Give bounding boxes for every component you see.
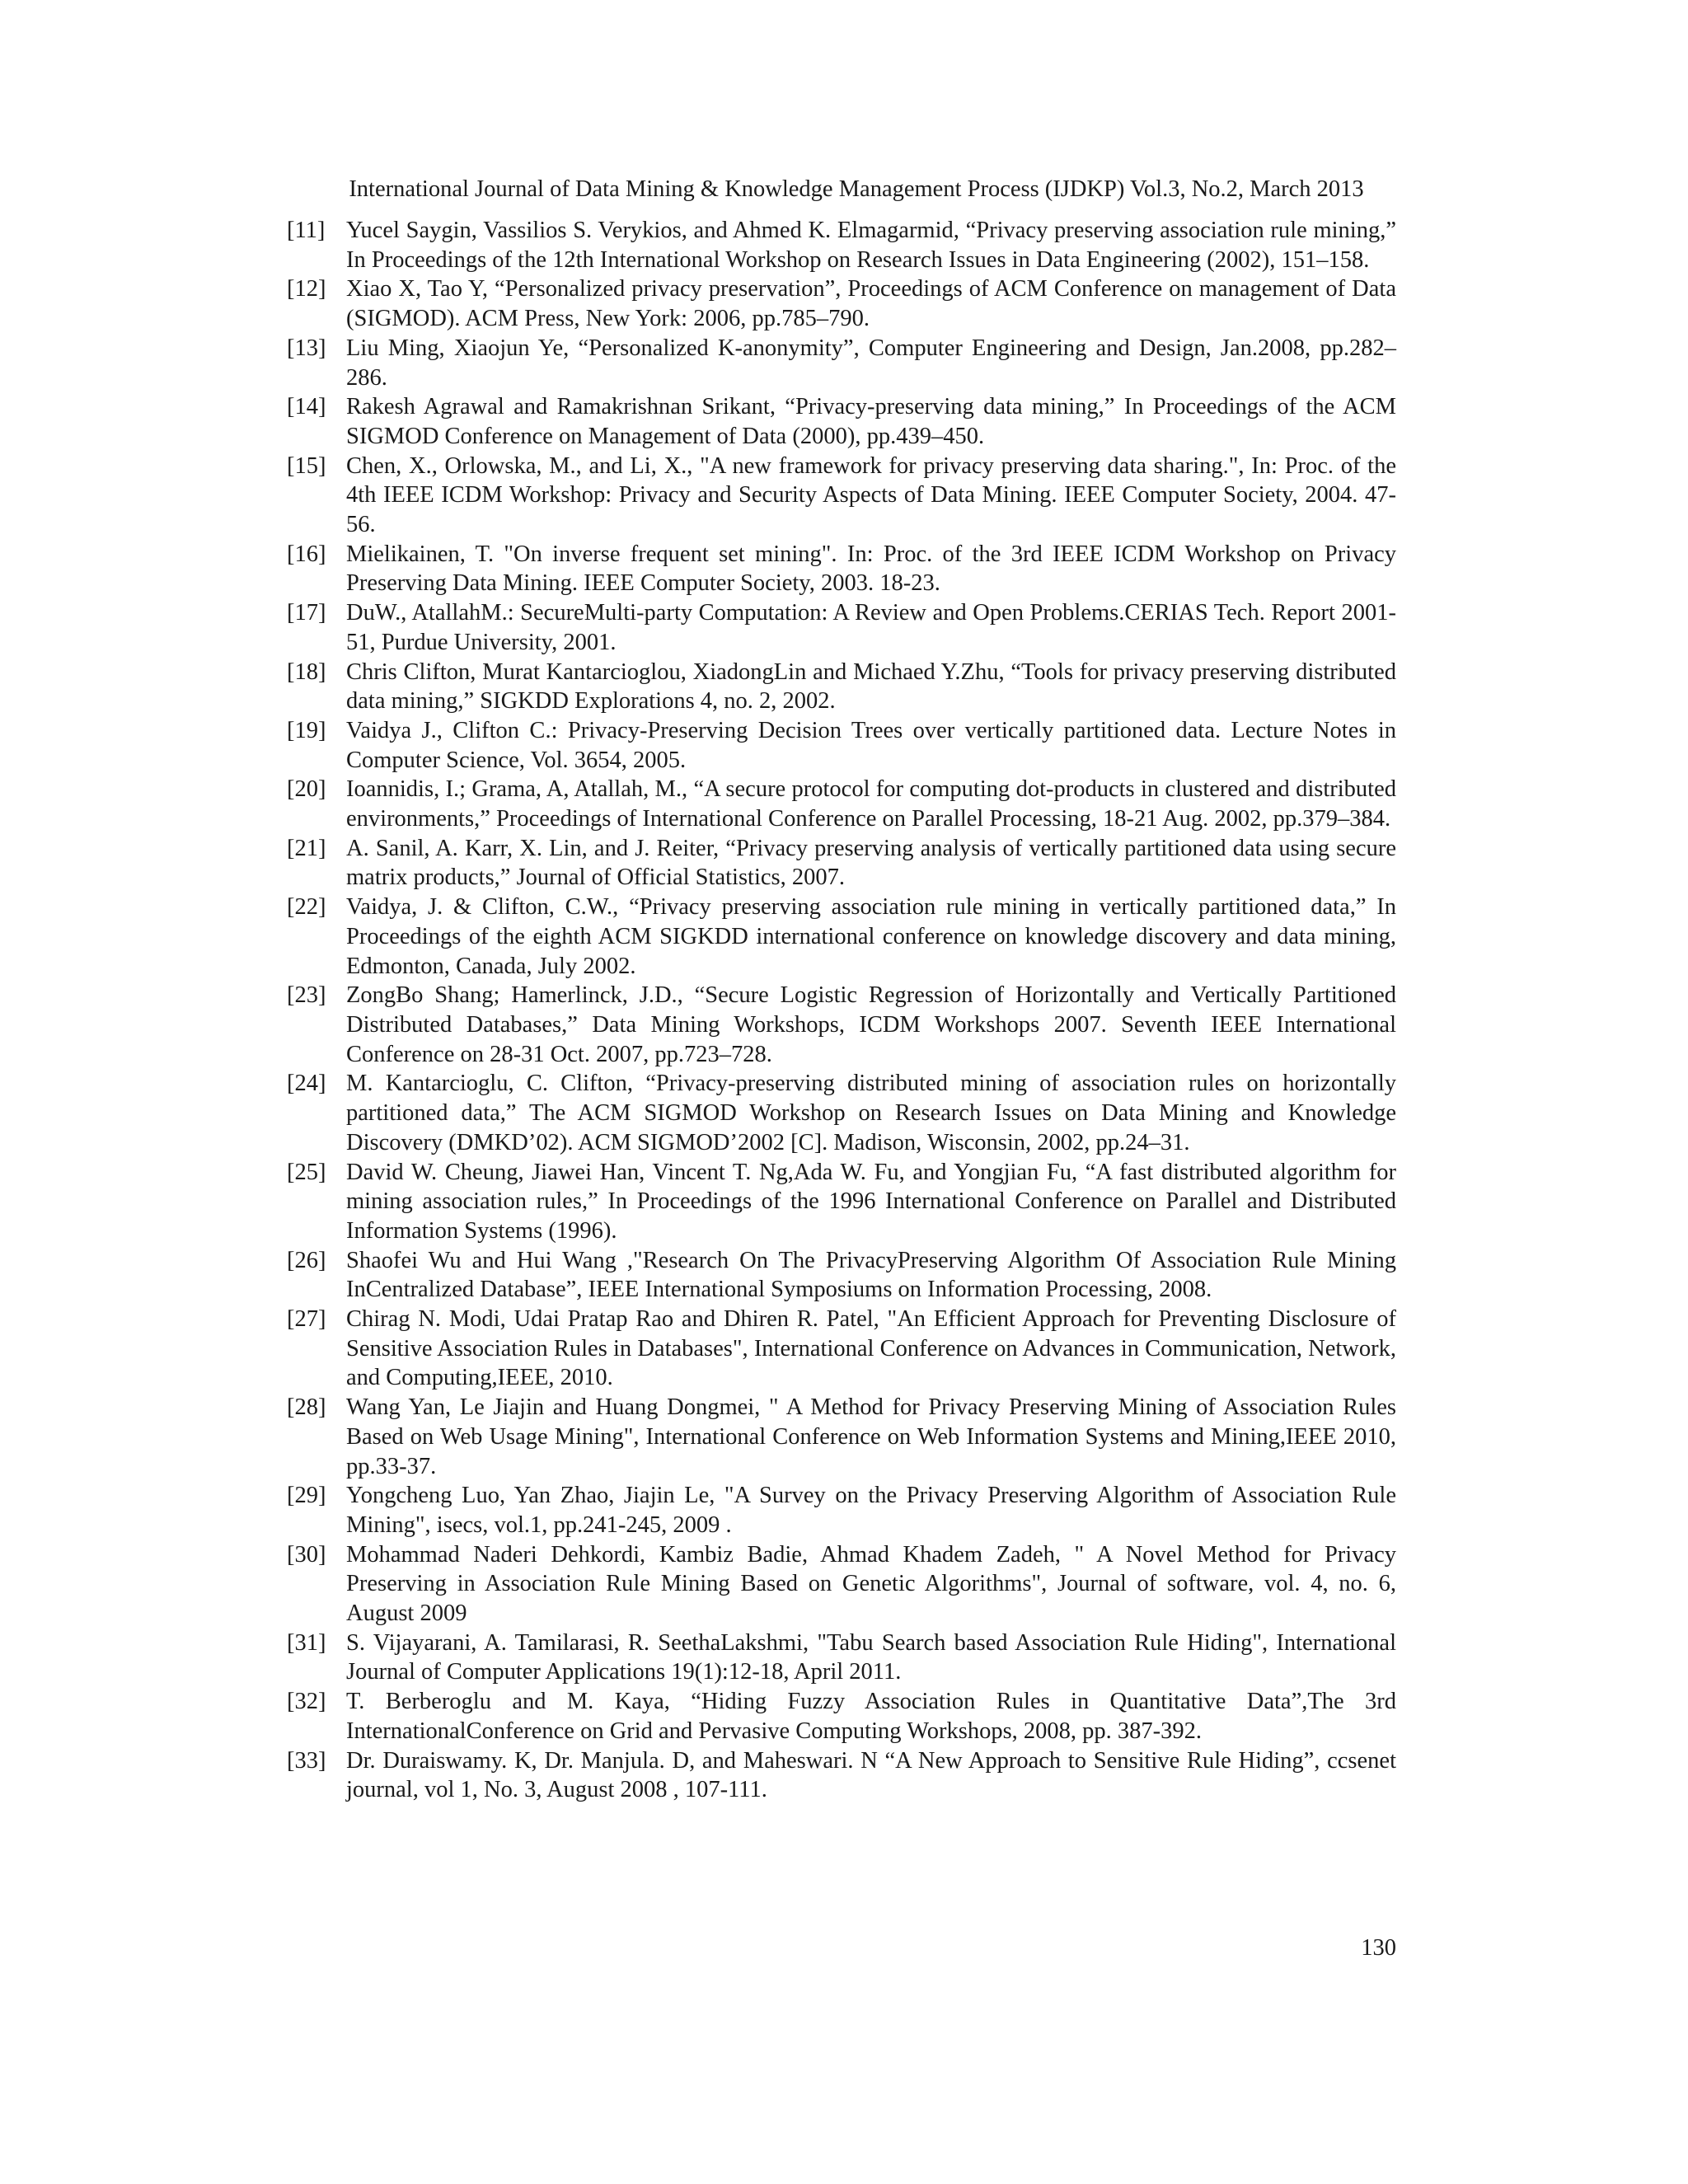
reference-item xyxy=(287,1305,1396,1393)
reference-item xyxy=(287,981,1396,1069)
reference-item xyxy=(287,274,1396,333)
reference-text: Vaidya, J. & Clifton, C.W., “Privacy preserving association rule mining in vertically partitioned data,” In Proceedings of the eighth ACM SIGKDD international conference on knowledge discovery and data mining, Edmonton, Canada, July 2002. xyxy=(346,894,1396,979)
reference-number: [20] xyxy=(287,776,326,803)
running-header: International Journal of Data Mining & Knowledge Management Process (IJDKP) Vol.3, No.2, March 2013 xyxy=(349,176,1364,202)
reference-number: [14] xyxy=(287,394,326,420)
reference-item xyxy=(287,1069,1396,1157)
reference-text: Chen, X., Orlowska, M., and Li, X., "A new framework for privacy preserving data sharing.", In: Proc. of the 4th IEEE ICDM Workshop: Privacy and Security Aspects of Data Mining. IEEE Computer Society, 2004. 47-56. xyxy=(346,452,1396,538)
reference-item xyxy=(287,216,1396,274)
reference-number: [17] xyxy=(287,600,326,626)
reference-item xyxy=(287,834,1396,893)
reference-item xyxy=(287,334,1396,392)
reference-text: Dr. Duraiswamy. K, Dr. Manjula. D, and Maheswari. N “A New Approach to Sensitive Rule Hiding”, ccsenet journal, vol 1, No. 3, August 2008 , 107-111. xyxy=(346,1747,1396,1803)
reference-item xyxy=(287,392,1396,451)
reference-text: Mielikainen, T. "On inverse frequent set mining". In: Proc. of the 3rd IEEE ICDM Workshop on Privacy Preserving Data Mining. IEEE Computer Society, 2003. 18-23. xyxy=(346,541,1396,597)
reference-text: A. Sanil, A. Karr, X. Lin, and J. Reiter, “Privacy preserving analysis of vertically partitioned data using secure matrix products,” Journal of Official Statistics, 2007. xyxy=(346,835,1396,891)
reference-item xyxy=(287,658,1396,716)
reference-item xyxy=(287,1481,1396,1540)
reference-number: [19] xyxy=(287,717,326,743)
reference-text: DuW., AtallahM.: SecureMulti-party Computation: A Review and Open Problems.CERIAS Tech. Report 2001-51, Purdue University, 2001. xyxy=(346,600,1396,655)
reference-number: [32] xyxy=(287,1689,326,1715)
reference-number: [23] xyxy=(287,982,326,1009)
reference-text: Xiao X, Tao Y, “Personalized privacy preservation”, Proceedings of ACM Conference on management of Data (SIGMOD). ACM Press, New York: 2006, pp.785–790. xyxy=(346,276,1396,332)
reference-text: M. Kantarcioglu, C. Clifton, “Privacy-preserving distributed mining of association rules on horizontally partitioned data,” The ACM SIGMOD Workshop on Research Issues on Data Mining and Knowledge Discovery (DMKD’02). ACM SIGMOD’2002 [C]. Madison, Wisconsin, 2002, pp.24–31. xyxy=(346,1071,1396,1155)
reference-item xyxy=(287,775,1396,833)
reference-text: David W. Cheung, Jiawei Han, Vincent T. Ng,Ada W. Fu, and Yongjian Fu, “A fast distributed algorithm for mining association rules,” In Proceedings of the 1996 International Conference on Parallel and Distributed Information Systems (1996). xyxy=(346,1159,1396,1244)
reference-item xyxy=(287,1246,1396,1305)
reference-text: Vaidya J., Clifton C.: Privacy-Preserving Decision Trees over vertically partitioned data. Lecture Notes in Computer Science, Vol. 3654, 2005. xyxy=(346,717,1396,773)
reference-text: Yongcheng Luo, Yan Zhao, Jiajin Le, "A Survey on the Privacy Preserving Algorithm of Association Rule Mining", isecs, vol.1, pp.241-245, 2009 . xyxy=(346,1483,1396,1538)
reference-number: [31] xyxy=(287,1629,326,1656)
reference-number: [22] xyxy=(287,894,326,921)
reference-item xyxy=(287,598,1396,657)
reference-item xyxy=(287,1158,1396,1246)
reference-text: ZongBo Shang; Hamerlinck, J.D., “Secure Logistic Regression of Horizontally and Vertically Partitioned Distributed Databases,” Data Mining Workshops, ICDM Workshops 2007. Seventh IEEE International Conference on 28-31 Oct. 2007, pp.723–728. xyxy=(346,982,1396,1067)
reference-item xyxy=(287,893,1396,981)
reference-text: Wang Yan, Le Jiajin and Huang Dongmei, " A Method for Privacy Preserving Mining of Association Rules Based on Web Usage Mining", International Conference on Web Information Systems and Mining,IEEE 2010, pp.33-37. xyxy=(346,1394,1396,1479)
page-number: 130 xyxy=(1361,1935,1396,1961)
reference-number: [11] xyxy=(287,218,326,243)
reference-number: [21] xyxy=(287,835,326,861)
reference-item xyxy=(287,1687,1396,1746)
reference-item xyxy=(287,1540,1396,1629)
reference-item xyxy=(287,1393,1396,1481)
reference-text: Chris Clifton, Murat Kantarcioglou, XiadongLin and Michaed Y.Zhu, “Tools for privacy preserving distributed data mining,” SIGKDD Explorations 4, no. 2, 2002. xyxy=(346,658,1396,715)
reference-text: S. Vijayarani, A. Tamilarasi, R. SeethaLakshmi, "Tabu Search based Association Rule Hiding", International Journal of Computer Applications 19(1):12-18, April 2011. xyxy=(346,1629,1396,1685)
reference-number: [26] xyxy=(287,1247,326,1273)
reference-item xyxy=(287,1746,1396,1805)
reference-number: [33] xyxy=(287,1747,326,1774)
reference-text: Yucel Saygin, Vassilios S. Verykios, and Ahmed K. Elmagarmid, “Privacy preserving association rule mining,” In Proceedings of the 12th International Workshop on Research Issues in Data Engineering (2002), 151–158. xyxy=(346,218,1396,273)
reference-number: [16] xyxy=(287,541,326,567)
reference-list xyxy=(287,216,1396,1805)
reference-text: Shaofei Wu and Hui Wang ,"Research On The PrivacyPreserving Algorithm Of Association Rule Mining InCentralized Database”, IEEE International Symposiums on Information Processing, 2008. xyxy=(346,1247,1396,1303)
reference-text: Ioannidis, I.; Grama, A, Atallah, M., “A secure protocol for computing dot-products in clustered and distributed environments,” Proceedings of International Conference on Parallel Processing, 18-21 Aug. 2002, pp.379–384. xyxy=(346,776,1396,832)
reference-text: Rakesh Agrawal and Ramakrishnan Srikant, “Privacy-preserving data mining,” In Proceedings of the ACM SIGMOD Conference on Management of Data (2000), pp.439–450. xyxy=(346,394,1396,449)
reference-item xyxy=(287,716,1396,775)
reference-number: [30] xyxy=(287,1541,326,1568)
reference-number: [15] xyxy=(287,452,326,479)
reference-number: [27] xyxy=(287,1306,326,1333)
reference-number: [25] xyxy=(287,1159,326,1185)
reference-number: [24] xyxy=(287,1071,326,1097)
reference-text: Liu Ming, Xiaojun Ye, “Personalized K-anonymity”, Computer Engineering and Design, Jan.2008, pp.282–286. xyxy=(346,335,1396,391)
reference-number: [29] xyxy=(287,1483,326,1509)
reference-item xyxy=(287,540,1396,598)
reference-number: [28] xyxy=(287,1394,326,1421)
reference-text: Mohammad Naderi Dehkordi, Kambiz Badie, Ahmad Khadem Zadeh, " A Novel Method for Privacy Preserving in Association Rule Mining Based on Genetic Algorithms", Journal of software, vol. 4, no. 6, August 2009 xyxy=(346,1541,1396,1627)
reference-text: Chirag N. Modi, Udai Pratap Rao and Dhiren R. Patel, "An Efficient Approach for Preventing Disclosure of Sensitive Association Rules in Databases", International Conference on Advances in Communication, Network, and Computing,IEEE, 2010. xyxy=(346,1306,1396,1391)
reference-item xyxy=(287,1629,1396,1687)
reference-number: [18] xyxy=(287,658,326,685)
reference-number: [13] xyxy=(287,335,326,361)
reference-text: T. Berberoglu and M. Kaya, “Hiding Fuzzy Association Rules in Quantitative Data”,The 3rd InternationalConference on Grid and Pervasive Computing Workshops, 2008, pp. 387-392. xyxy=(346,1689,1396,1744)
reference-item xyxy=(287,452,1396,540)
reference-number: [12] xyxy=(287,276,326,302)
